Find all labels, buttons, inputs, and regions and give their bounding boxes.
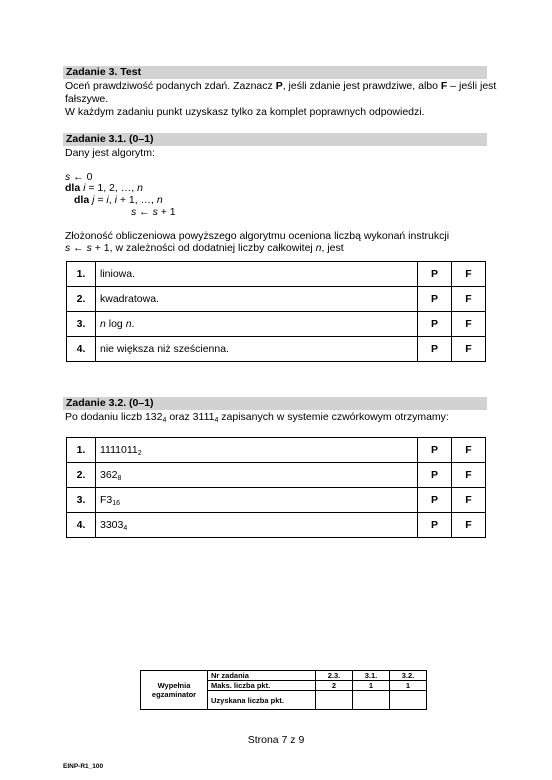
true-option[interactable]: P [418,287,452,312]
number-value: 3303 [100,519,124,531]
intro-text: – jeśli jest [447,80,497,92]
table-row [67,438,486,463]
table-row [67,463,486,488]
true-option[interactable]: P [418,463,452,488]
desc-var: s [65,242,71,254]
intro-text: , jeśli zdanie jest prawdziwe, albo [282,80,441,92]
false-option[interactable]: F [452,463,486,488]
examiner-table [140,670,427,710]
true-option[interactable]: P [418,337,452,362]
algo-var: n [137,182,143,194]
task3-intro-line1 [65,80,496,93]
task-number: 3.1. [353,671,390,681]
algo-var: s [65,171,71,183]
algo-line-4 [131,206,176,218]
scored-points-field[interactable] [316,691,353,710]
false-option[interactable]: F [452,262,486,287]
algo-line-3 [74,194,163,206]
algo-text: ← 0 [70,171,93,183]
task-number: 3.2. [390,671,427,681]
table-row [67,312,486,337]
desc-text: zapisanych w systemie czwórkowym otrzymamy: [218,411,449,423]
row-statement [96,312,418,337]
table-row [67,262,486,287]
task31-title: Zadanie 3.1. (0–1) [63,133,487,146]
false-option[interactable]: F [452,488,486,513]
algo-keyword: dla [74,194,90,206]
algo-line-2 [65,182,143,194]
table-row [67,513,486,538]
task31-desc-line2 [65,242,344,255]
task3-title: Zadanie 3. Test [63,66,487,79]
number-value: 362 [100,469,118,481]
intro-f: F [440,80,448,92]
examiner-label [141,671,208,710]
algo-text: = [94,194,107,206]
task31-desc-line1: Złożoność obliczeniowa powyższego algorytmu oceniona liczbą wykonań instrukcji [65,230,450,242]
true-option[interactable]: P [418,312,452,337]
task31-answer-table [66,261,486,362]
page-number: Strona 7 z 9 [247,734,305,746]
true-option[interactable]: P [418,262,452,287]
algo-var: i [114,194,117,206]
row-value [96,488,418,513]
task32-title: Zadanie 3.2. (0–1) [63,397,487,410]
stmt-text: log [105,318,126,330]
row-number: 1. [67,262,96,287]
base-subscript: 4 [162,417,167,424]
base-subscript: 4 [214,417,219,424]
stmt-text: . [131,318,135,330]
algo-text: + 1, …, [116,194,157,206]
desc-text: + 1, w zależności od dodatniej liczby całkowitej [91,242,316,254]
row-number: 2. [67,463,96,488]
algo-text: = 1, 2, …, [85,182,138,194]
examiner-label-line: egzaminator [151,690,197,699]
row-value [96,463,418,488]
row-number: 2. [67,287,96,312]
true-option[interactable]: P [418,488,452,513]
row-statement: liniowa. [96,262,418,287]
algo-keyword: dla [65,182,81,194]
algo-text: + 1 [157,206,176,218]
table-row [67,287,486,312]
algo-text: ← [136,206,153,218]
algo-var: i [80,182,86,194]
stmt-var: n [100,318,106,330]
task31-given: Dany jest algorytm: [65,147,155,159]
task3-intro-line2: fałszywe. [65,93,109,105]
row-number: 3. [67,488,96,513]
row-number: 1. [67,438,96,463]
intro-p: P [275,80,283,92]
task32-answer-table [66,437,486,538]
row-number: 4. [67,337,96,362]
algo-var: i [106,194,109,206]
table-row [67,488,486,513]
scored-points-field[interactable] [353,691,390,710]
desc-text: , jest [321,242,344,254]
task-number-label: Nr zadania [208,671,316,681]
document-code: EINP-R1_100 [63,763,104,770]
base-subscript: 8 [117,475,122,482]
scored-points-field[interactable] [390,691,427,710]
false-option[interactable]: F [452,513,486,538]
examiner-label-line: Wypełnia [157,681,191,690]
scored-points-label: Uzyskana liczba pkt. [208,691,316,710]
false-option[interactable]: F [452,337,486,362]
max-points: 1 [353,681,390,691]
algo-var: j [89,194,95,206]
table-row [67,337,486,362]
false-option[interactable]: F [452,287,486,312]
base-subscript: 16 [112,500,121,507]
algo-var: n [156,194,163,206]
stmt-var: n [125,318,132,330]
desc-var: n [315,242,322,254]
row-value [96,438,418,463]
base-subscript: 4 [123,525,128,532]
max-points-label: Maks. liczba pkt. [208,681,316,691]
algo-text: , [108,194,115,206]
max-points: 2 [316,681,353,691]
false-option[interactable]: F [452,438,486,463]
max-points: 1 [390,681,427,691]
row-number: 4. [67,513,96,538]
desc-text: Po dodaniu liczb 132 [65,411,163,423]
desc-text: ← [70,242,87,254]
row-statement: nie większa niż sześcienna. [96,337,418,362]
false-option[interactable]: F [452,312,486,337]
true-option[interactable]: P [418,438,452,463]
algo-var: s [131,206,137,218]
number-value: 1111011 [100,444,138,456]
row-value [96,513,418,538]
task3-intro-line3: W każdym zadaniu punkt uzyskasz tylko za komplet poprawnych odpowiedzi. [65,106,425,118]
true-option[interactable]: P [418,513,452,538]
task32-desc [65,411,449,424]
table-row [141,671,427,681]
desc-text: oraz 3111 [166,411,215,423]
row-statement: kwadratowa. [96,287,418,312]
task-number: 2.3. [316,671,353,681]
row-number: 3. [67,312,96,337]
number-value: F3 [100,494,113,506]
desc-var: s [86,242,92,254]
base-subscript: 2 [137,450,142,457]
algo-var: s [152,206,158,218]
intro-text: Oceń prawdziwość podanych zdań. Zaznacz [65,80,276,92]
